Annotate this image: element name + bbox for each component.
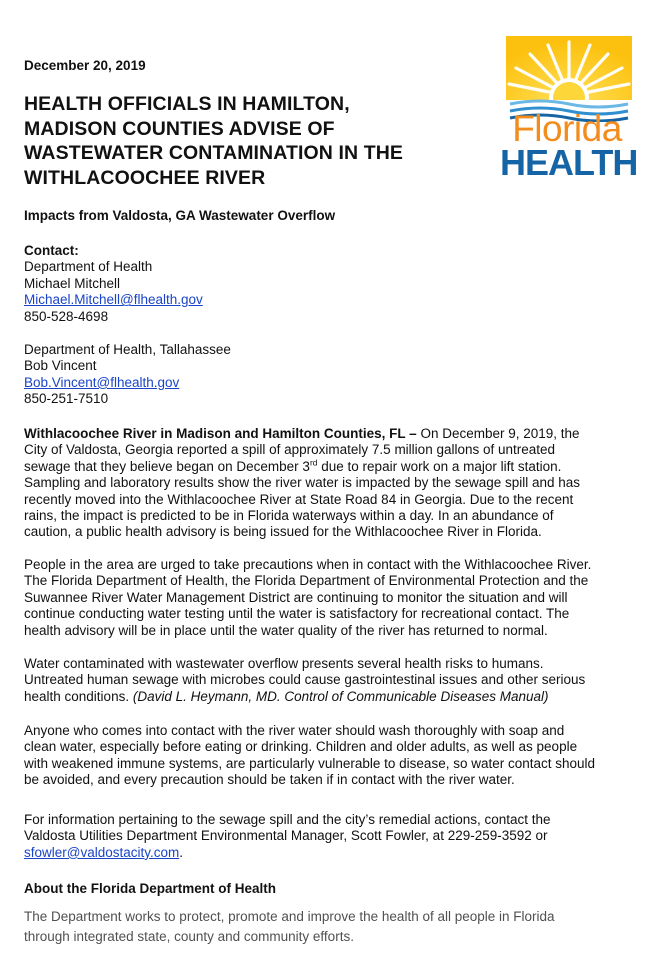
contact-block-1: [24, 243, 203, 325]
scott-fowler-email-link[interactable]: sfowler@valdostacity.com: [24, 844, 180, 860]
release-date: December 20, 2019: [24, 58, 146, 73]
paragraph-line: The Florida Department of Health, the Florida Department of Environmental Protection and the: [24, 573, 589, 589]
paragraph-line: rains, the impact is predicted to be in Florida waterways within a day. In an abundance of: [24, 508, 554, 524]
paragraph-line: recently moved into the Withlacoochee River at State Road 84 in Georgia. Due to the recent: [24, 491, 574, 507]
headline-line: WASTEWATER CONTAMINATION IN THE: [24, 142, 403, 164]
contact-email-link[interactable]: Bob.Vincent@flhealth.gov: [24, 374, 180, 390]
paragraph-line: health advisory will be in place until the water quality of the river has returned to normal.: [24, 622, 548, 638]
citation: (David L. Heymann, MD.: [132, 688, 285, 704]
about-heading: About the Florida Department of Health: [24, 881, 277, 896]
contact-org: Department of Health: [24, 259, 153, 275]
florida-health-logo: [500, 36, 638, 184]
body-paragraph-2: [24, 557, 634, 639]
logo-word-health: HEALTH: [500, 142, 638, 183]
paragraph-line: Valdosta Utilities Department Environmental Manager, Scott Fowler, at 229-259-3592 or: [24, 828, 548, 844]
paragraph-text: .: [179, 844, 184, 860]
contact-name: Michael Mitchell: [24, 275, 121, 291]
subheadline: Impacts from Valdosta, GA Wastewater Overflow: [24, 208, 336, 223]
paragraph-line: City of Valdosta, Georgia reported a spill of approximately 7.5 million gallons of untreated: [24, 442, 556, 458]
paragraph-line: For information pertaining to the sewage spill and the city’s remedial actions, contact the: [24, 812, 551, 827]
paragraph-line: Water contaminated with wastewater overflow presents several health risks to humans.: [24, 656, 544, 671]
paragraph-line: with weakened immune systems, are particularly vulnerable to disease, so water contact should: [24, 755, 596, 771]
contact-block-2: [24, 342, 231, 408]
contact-name: Bob Vincent: [24, 358, 97, 374]
headline-line: MADISON COUNTIES ADVISE OF: [24, 117, 335, 140]
paragraph-line: clean water, especially before eating or drinking. Children and older adults, as well as people: [24, 739, 578, 755]
headline-line: WITHLACOOCHEE RIVER: [24, 166, 266, 189]
paragraph-line: Sampling and laboratory results show the river water is impacted by the sewage spill and has: [24, 475, 581, 491]
paragraph-line: People in the area are urged to take precautions when in contact with the Withlacoochee River.: [24, 557, 592, 572]
contact-email-link[interactable]: Michael.Mitchell@flhealth.gov: [24, 292, 203, 308]
contact-phone: 850-251-7510: [24, 391, 109, 407]
paragraph-text: health conditions.: [24, 688, 133, 704]
about-line: through integrated state, county and community efforts.: [24, 929, 354, 944]
paragraph-line: caution, a public health advisory is being issued for the Withlacoochee River in Florida.: [24, 524, 542, 540]
paragraph-line: Suwannee River Water Management District are continuing to monitor the situation and will: [24, 589, 568, 605]
headline: [24, 92, 474, 190]
about-line: The Department works to protect, promote and improve the health of all people in Florida: [24, 909, 555, 924]
dateline: Withlacoochee River in Madison and Hamilton Counties, FL –: [24, 426, 417, 441]
headline-line: HEALTH OFFICIALS IN HAMILTON,: [24, 93, 350, 115]
body-paragraph-3: [24, 656, 634, 705]
paragraph-line: continue conducting water testing until the water is satisfactory for recreational contact. The: [24, 606, 570, 622]
paragraph-line: Untreated human sewage with microbes could cause gastrointestinal issues and other serious: [24, 672, 586, 688]
body-paragraph-1: [24, 426, 634, 541]
paragraph-line: Anyone who comes into contact with the river water should wash thoroughly with soap and: [24, 723, 565, 738]
body-paragraph-5: [24, 812, 634, 861]
paragraph-text: due to repair work on a major lift station.: [317, 458, 562, 474]
paragraph-text: sewage that they believe began on December 3: [24, 458, 310, 474]
body-paragraph-4: [24, 723, 634, 789]
superscript: rd: [309, 457, 318, 468]
contact-org: Department of Health, Tallahassee: [24, 342, 231, 357]
paragraph-text: On December 9, 2019, the: [416, 426, 580, 441]
citation-title: Control of Communicable Diseases Manual): [284, 688, 549, 704]
paragraph-line: be avoided, and every precaution should be taken if in contact with the river water.: [24, 772, 515, 788]
logo-word-florida: Florida: [512, 108, 622, 149]
contact-label: Contact:: [24, 243, 79, 258]
about-text: [24, 907, 555, 947]
contact-phone: 850-528-4698: [24, 308, 109, 324]
